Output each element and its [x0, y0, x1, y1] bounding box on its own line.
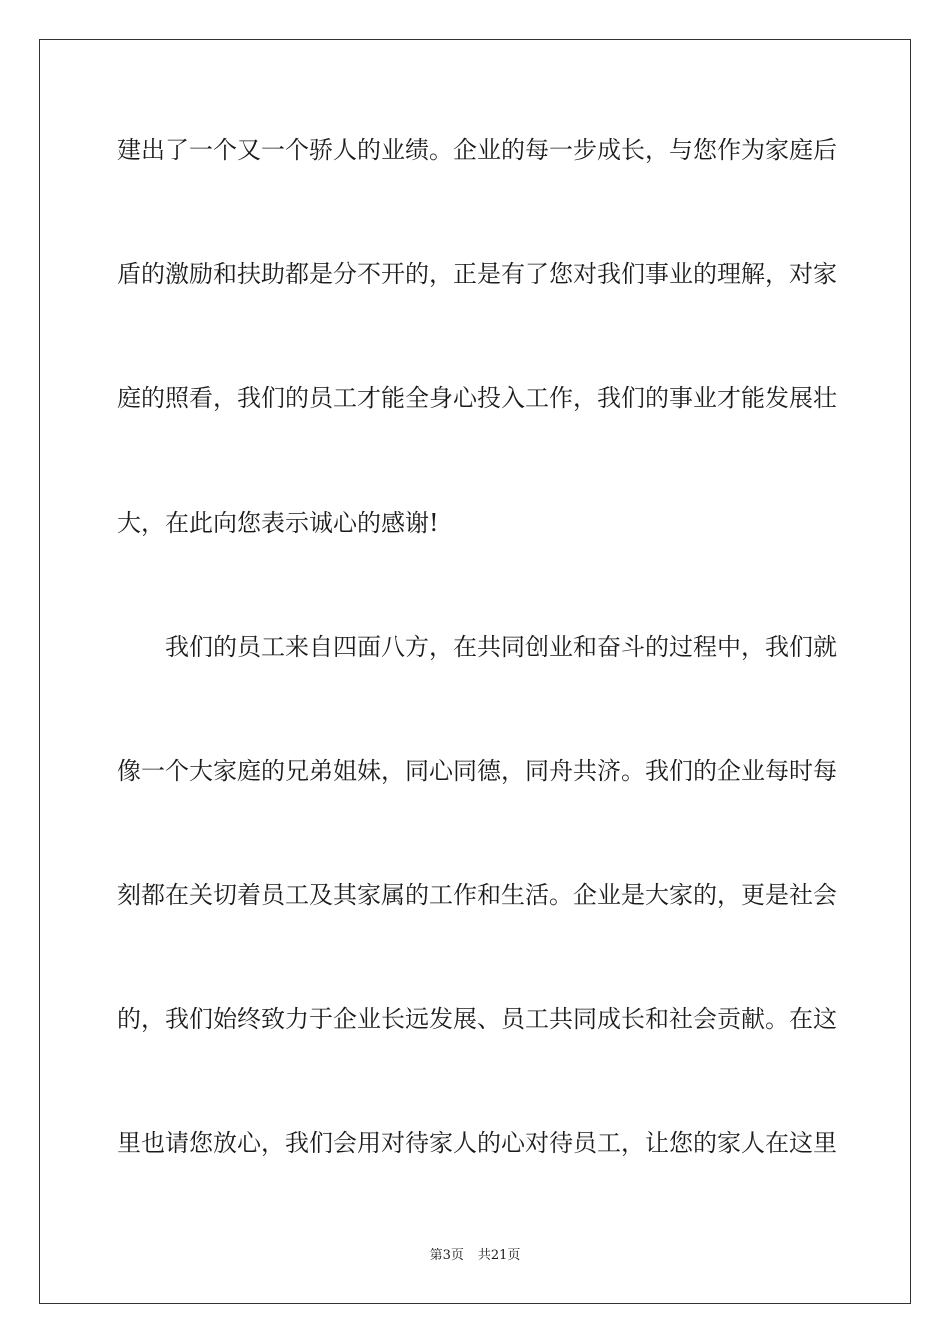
page-number: 第3页	[429, 1248, 464, 1263]
page-total: 共21页	[477, 1248, 521, 1263]
text-line: 的，我们始终致力于企业长远发展、员工共同成长和社会贡献。在这	[117, 1005, 837, 1033]
page-border	[39, 39, 911, 1304]
text-line: 庭的照看，我们的员工才能全身心投入工作，我们的事业才能发展壮	[117, 384, 837, 412]
text-line: 像一个大家庭的兄弟姐妹，同心同德，同舟共济。我们的企业每时每	[117, 757, 837, 785]
paragraph-first-line: 我们的员工来自四面八方，在共同创业和奋斗的过程中，我们就	[165, 633, 837, 661]
text-line: 里也请您放心，我们会用对待家人的心对待员工，让您的家人在这里	[117, 1129, 837, 1157]
page-footer	[0, 1244, 950, 1263]
text-line: 建出了一个又一个骄人的业绩。企业的每一步成长，与您作为家庭后	[117, 136, 837, 164]
text-line: 刻都在关切着员工及其家属的工作和生活。企业是大家的，更是社会	[117, 881, 837, 909]
text-line: 盾的激励和扶助都是分不开的，正是有了您对我们事业的理解，对家	[117, 260, 837, 288]
text-line: 大，在此向您表示诚心的感谢!	[117, 509, 439, 537]
